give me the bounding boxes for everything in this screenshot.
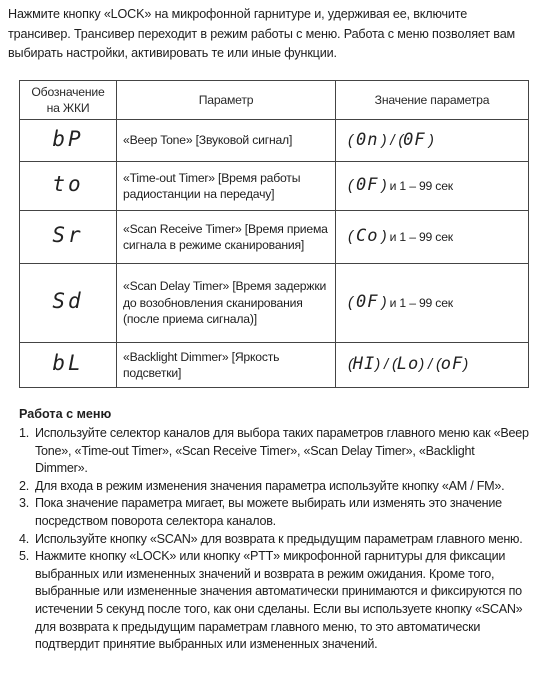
header-lcd-code: Обозначение на ЖКИ xyxy=(20,81,117,120)
parameter-cell: «Time-out Timer» [Время работы радиостанции на передачу] xyxy=(117,162,336,211)
lcd-value: 0F xyxy=(355,175,379,196)
table-row xyxy=(20,120,529,162)
value-cell: ( 0F ) и 1 – 99 сек xyxy=(336,264,529,343)
parameter-cell: «Backlight Dimmer» [Яркость подсветки] xyxy=(117,343,336,388)
lcd-code-cell xyxy=(20,211,117,264)
parameter-cell: «Scan Delay Timer» [Время задержки до возобновления сканирования (после приема сигнала)] xyxy=(117,264,336,343)
list-item: 2. Для входа в режим изменения значения параметра используйте кнопку «AM / FM». xyxy=(19,478,505,493)
lcd-value: oF xyxy=(440,354,464,375)
lcd-code-cell xyxy=(20,264,117,343)
lcd-value: Co xyxy=(355,226,379,247)
lcd-value: HI xyxy=(352,354,376,375)
value-range: и 1 – 99 сек xyxy=(389,296,453,311)
list-item: 3. Пока значение параметра мигает, вы можете выбирать или изменять это значение посредством поворота селектора каналов. xyxy=(19,496,502,528)
lcd-code: Sd xyxy=(52,289,84,314)
table-row xyxy=(20,264,529,343)
value-cell: ( 0F ) и 1 – 99 сек xyxy=(336,162,529,211)
lcd-code: Sr xyxy=(52,223,84,248)
lcd-code: to xyxy=(52,172,84,197)
value-range: и 1 – 99 сек xyxy=(389,230,453,245)
value-cell: ( Co ) и 1 – 99 сек xyxy=(336,211,529,264)
table-row xyxy=(20,211,529,264)
step-text: Используйте селектор каналов для выбора таких параметров главного меню как «Beep Tone», «Time-out Timer», «Scan Receive Timer», «Scan Delay Timer», «Backlight Dimmer». xyxy=(35,426,529,476)
list-item: 4. Используйте кнопку «SCAN» для возврата к предыдущим параметрам главного меню. xyxy=(19,531,523,546)
table-row xyxy=(20,343,529,388)
menu-section-title: Работа с меню xyxy=(19,407,112,421)
lcd-value: 0n xyxy=(355,129,379,150)
parameter-cell: «Scan Receive Timer» [Время приема сигнала в режиме сканирования] xyxy=(117,211,336,264)
intro-paragraph: Нажмите кнопку «LOCK» на микрофонной гарнитуре и, удерживая ее, включите трансивер. Трансивер переходит в режим работы с меню. Работа с меню позволяет вам выбирать настройки, активировать те или иные функции. xyxy=(8,7,516,60)
header-parameter: Параметр xyxy=(117,81,336,120)
menu-parameters-table xyxy=(19,80,529,388)
lcd-value: 0F xyxy=(355,292,379,313)
lcd-code-cell xyxy=(20,162,117,211)
header-value: Значение параметра xyxy=(336,81,529,120)
step-text: Пока значение параметра мигает, вы можете выбирать или изменять это значение посредством поворота селектора каналов. xyxy=(35,496,502,528)
parameter-cell: «Beep Tone» [Звуковой сигнал] xyxy=(117,120,336,162)
value-cell: (HI) / (Lo) / (oF) xyxy=(336,343,529,388)
list-item: 5. Нажмите кнопку «LOCK» или кнопку «PTT» микрофонной гарнитуры для фиксации выбранных или измененных значений и возврата в режим ожидания. Кроме того, выбранные или измененные значения автоматически принимаются и фиксируются по истечении 5 секунд после того, как они сделаны. Если вы используете кнопку «SCAN» для возврата к предыдущим параметрам главного меню, то это автоматически подтвердит принятие выбранных или измененных значений. xyxy=(19,549,523,652)
lcd-code-cell xyxy=(20,120,117,162)
table-header-row xyxy=(20,81,529,120)
lcd-value: 0F xyxy=(403,129,426,150)
menu-steps-list xyxy=(19,425,529,654)
value-cell: ( 0n ) / (0F ) xyxy=(336,120,529,162)
lcd-value: Lo xyxy=(396,354,420,375)
list-item: 1. Используйте селектор каналов для выбора таких параметров главного меню как «Beep Tone», «Time-out Timer», «Scan Receive Timer», «Scan Delay Timer», «Backlight Dimmer». xyxy=(19,426,529,476)
step-text: Нажмите кнопку «LOCK» или кнопку «PTT» микрофонной гарнитуры для фиксации выбранных или измененных значений и возврата в режим ожидания. Кроме того, выбранные или измененные значения автоматически принимаются и фиксируются по истечении 5 секунд после того, как они сделаны. Если вы используете кнопку «SCAN» для возврата к предыдущим параметрам главного меню, то это автоматически подтвердит принятие выбранных или измененных значений. xyxy=(35,549,523,652)
step-text: Используйте кнопку «SCAN» для возврата к предыдущим параметрам главного меню. xyxy=(35,531,523,546)
step-text: Для входа в режим изменения значения параметра используйте кнопку «AM / FM». xyxy=(35,478,505,493)
table-row xyxy=(20,162,529,211)
lcd-code: bL xyxy=(52,351,84,376)
value-range: и 1 – 99 сек xyxy=(389,179,453,194)
lcd-code: bP xyxy=(52,126,84,151)
lcd-code-cell xyxy=(20,343,117,388)
